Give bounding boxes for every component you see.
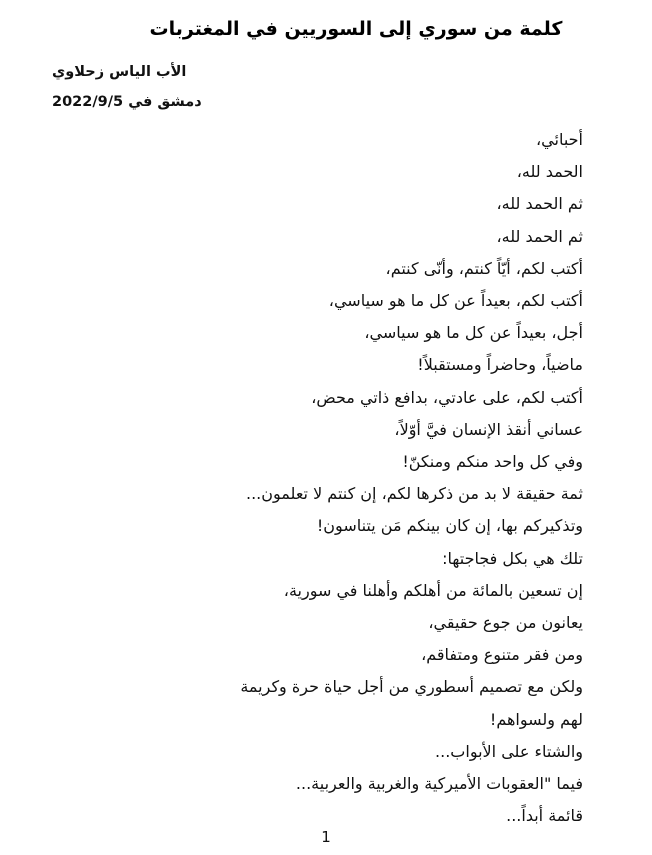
text-line: الحمد لله، xyxy=(516,162,583,182)
byline-block xyxy=(52,57,202,117)
text-line: عساني أنقذ الإنسان فيَّ أوّلاً، xyxy=(394,419,583,439)
date-line: دمشق في 2022/9/5 xyxy=(52,94,202,110)
text-line: لهم ولسواهم! xyxy=(489,709,583,729)
text-line: أكتب لكم، أيّاً كنتم، وأنّى كنتم، xyxy=(385,258,583,278)
text-line: يعانون من جوع حقيقي، xyxy=(428,613,583,633)
text-line: تلك هي بكل فجاجتها: xyxy=(442,548,583,568)
text-line: أكتب لكم، بعيداً عن كل ما هو سياسي، xyxy=(328,291,583,311)
text-line: أحبائي، xyxy=(536,130,583,149)
text-line: ثم الحمد لله، xyxy=(496,194,583,214)
text-line: أجل، بعيداً عن كل ما هو سياسي، xyxy=(364,323,583,343)
text-line: أكتب لكم، على عادتي، بدافع ذاتي محض، xyxy=(311,387,583,407)
text-line: إن تسعين بالمائة من أهلكم وأهلنا في سورية، xyxy=(283,580,583,600)
text-line: والشتاء على الأبواب... xyxy=(435,741,583,761)
text-line: وفي كل واحد منكم ومنكنّ! xyxy=(402,452,583,472)
text-line: ماضياً، وحاضراً ومستقبلاً! xyxy=(417,355,583,375)
text-line: ولكن مع تصميم أسطوري من أجل حياة حرة وكريمة xyxy=(240,677,583,697)
text-line: ثمة حقيقة لا بد من ذكرها لكم، إن كنتم لا تعلمون... xyxy=(246,484,583,504)
document-title: كلمة من سوري إلى السوريين في المغتربات xyxy=(149,18,563,40)
text-line: فيما "العقوبات الأميركية والغربية والعربية... xyxy=(295,774,583,794)
text-line: ومن فقر متنوع ومتفاقم، xyxy=(421,645,583,665)
text-line: قائمة أبداً... xyxy=(506,806,583,826)
letter-body xyxy=(0,124,583,832)
page-number: 1 xyxy=(321,828,331,846)
author-line: الأب الياس زحلاوي xyxy=(52,64,187,80)
text-line: ثم الحمد لله، xyxy=(496,226,583,246)
text-line: وتذكيركم بها، إن كان بينكم مَن يتناسون! xyxy=(316,516,583,536)
